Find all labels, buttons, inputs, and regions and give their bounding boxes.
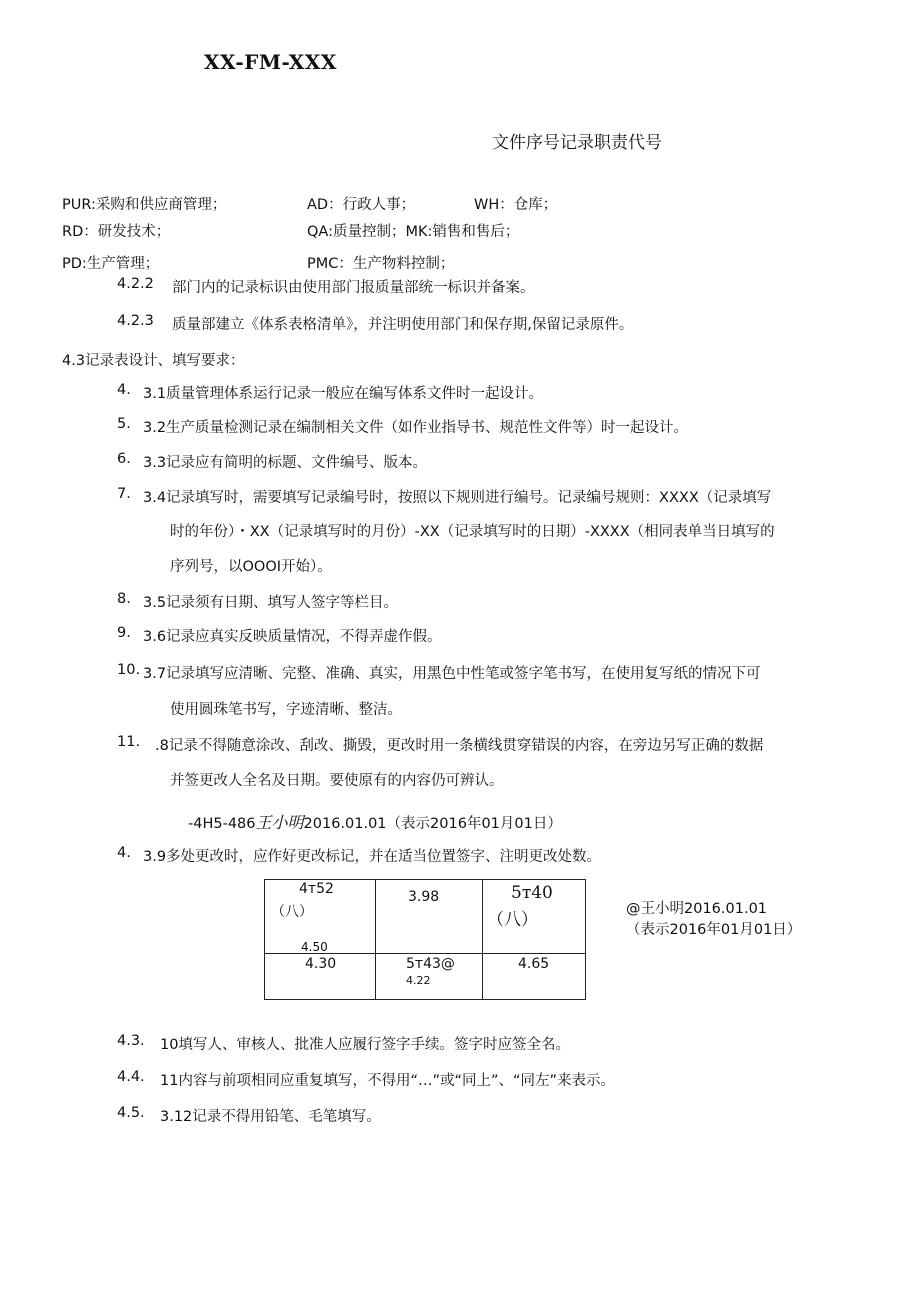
table-cell	[376, 954, 483, 1000]
table-cell	[265, 880, 376, 954]
table-row	[265, 880, 586, 954]
cell-value: 4.22	[406, 974, 431, 987]
cell-value: 3.98	[408, 889, 440, 905]
item-text: 3.1质量管理体系运行记录一般应在编写体系文件时一起设计。	[143, 386, 544, 402]
item-number: 8.	[117, 591, 131, 607]
dept-code-wh: WH：仓库；	[474, 197, 558, 213]
example-code: -4H5-486	[188, 816, 256, 832]
section-subtitle: 文件序号记录职责代号	[492, 133, 662, 153]
cell-value: 5т40	[511, 883, 553, 903]
dept-code-qa-mk: QA:质量控制；MK:销售和售后；	[307, 224, 520, 240]
item-number: 4.2.3	[117, 313, 154, 329]
correction-table	[264, 879, 586, 1000]
correction-example	[188, 810, 562, 833]
item-number: 4.3.	[117, 1033, 145, 1049]
item-text: 11内容与前项相同应重复填写，不得用“…”或“同上”、“同左”来表示。	[160, 1073, 616, 1089]
item-text: 3.5记录须有日期、填写人签字等栏目。	[143, 595, 399, 611]
table-cell	[483, 954, 586, 1000]
item-number: 4.2.2	[117, 276, 154, 292]
item-text: .8记录不得随意涂改、刮改、撕毁，更改时用一条横线贯穿错误的内容，在旁边另写正确的数据	[155, 738, 764, 754]
item-number: 5.	[117, 416, 131, 432]
item-text: 3.6记录应真实反映质量情况，不得弄虚作假。	[143, 629, 442, 645]
example-date: 2016.01.01（表示2016年01月01日）	[303, 816, 562, 832]
item-number: 7.	[117, 486, 131, 502]
side-note-date: （表示2016年01月01日）	[626, 922, 802, 938]
item-number: 6.	[117, 451, 131, 467]
cell-value: 5т43@	[406, 956, 455, 972]
dept-code-pmc: PMC：生产物料控制；	[307, 256, 455, 272]
item-text: 3.3记录应有简明的标题、文件编号、版本。	[143, 455, 428, 471]
item-text: 3.12记录不得用铅笔、毛笔填写。	[160, 1109, 381, 1125]
document-code: XX-FM-XXX	[204, 50, 337, 74]
cell-value: 4.30	[305, 956, 337, 972]
dept-code-pd: PD:生产管理；	[62, 256, 160, 272]
item-number: 10.	[117, 662, 141, 678]
table-cell	[265, 954, 376, 1000]
handwritten-signature: 王小明	[255, 813, 304, 832]
dept-code-ad: AD：行政人事；	[307, 197, 416, 213]
table-row	[265, 954, 586, 1000]
item-number: 4.5.	[117, 1105, 145, 1121]
dept-code-pur: PUR:采购和供应商管理；	[62, 197, 227, 213]
item-text: 3.4记录填写时，需要填写记录编号时，按照以下规则进行编号。记录编号规则：XXXX（记录填写	[143, 490, 772, 506]
insertion-mark: （八）	[271, 904, 313, 920]
item-text: 序列号，以OOOI开始）。	[170, 559, 332, 575]
item-text: 部门内的记录标识由使用部门报质量部统一标识并备案。	[172, 280, 535, 296]
item-text: 3.7记录填写应清晰、完整、准确、真实，用黑色中性笔或签字笔书写，在使用复写纸的情况下可	[143, 666, 761, 682]
item-text: 3.2生产质量检测记录在编制相关文件（如作业指导书、规范性文件等）时一起设计。	[143, 420, 689, 436]
struck-value: 4.50	[301, 940, 328, 954]
item-number: 9.	[117, 625, 131, 641]
section-heading: 4.3记录表设计、填写要求：	[62, 353, 245, 369]
item-number: 4.	[117, 845, 131, 861]
insertion-mark: （八）	[487, 910, 538, 930]
cell-value: 4.65	[518, 956, 550, 972]
item-number: 4.	[117, 382, 131, 398]
item-text: 并签更改人全名及日期。要使原有的内容仍可辨认。	[170, 773, 504, 789]
item-text: 质量部建立《体系表格清单》，并注明使用部门和保存期,保留记录原件。	[172, 317, 634, 333]
item-number: 11.	[117, 734, 141, 750]
item-text: 时的年份）・XX（记录填写时的月份）-XX（记录填写时的日期）-XXXX（相同表单当日填写的	[170, 524, 775, 540]
side-note-signature: @王小明2016.01.01	[626, 901, 768, 917]
cell-value: 4т52	[299, 881, 334, 897]
item-text: 使用圆珠笔书写，字迹清晰、整洁。	[170, 702, 402, 718]
item-text: 3.9多处更改时，应作好更改标记，并在适当位置签字、注明更改处数。	[143, 849, 602, 865]
table-cell	[376, 880, 483, 954]
table-cell	[483, 880, 586, 954]
dept-code-rd: RD：研发技术；	[62, 224, 171, 240]
item-text: 10填写人、审核人、批准人应履行签字手续。签字时应签全名。	[160, 1037, 570, 1053]
item-number: 4.4.	[117, 1069, 145, 1085]
